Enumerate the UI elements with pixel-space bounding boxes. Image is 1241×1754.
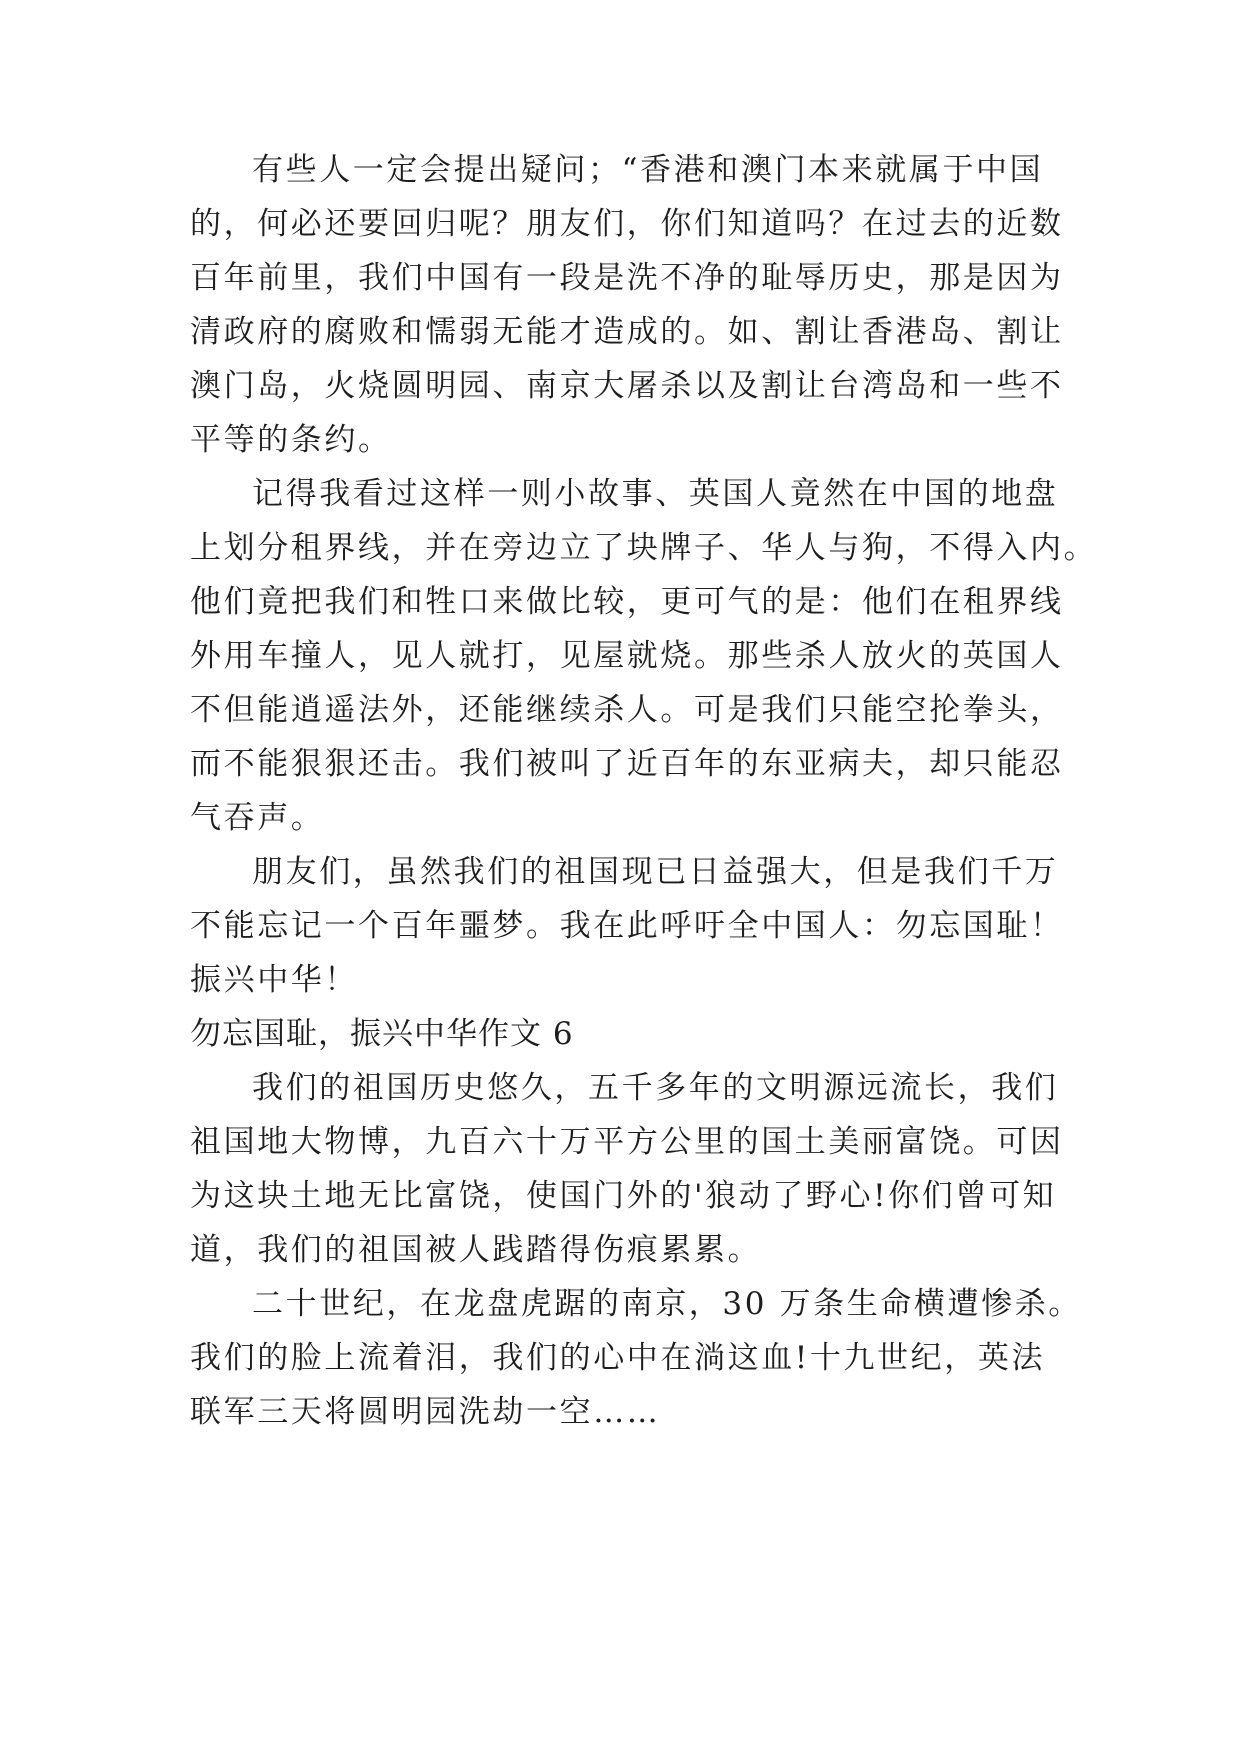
paragraph-5-line-1: 二十世纪，在龙盘虎踞的南京，30 万条生命横遭惨杀。: [252, 1286, 1082, 1322]
paragraph-4-line-2: 祖国地大物博，九百六十万平方公里的国土美丽富饶。可因: [190, 1124, 1064, 1160]
paragraph-3-line-2: 不能忘记一个百年噩梦。我在此呼吁全中国人：勿忘国耻！: [190, 908, 1064, 944]
paragraph-1-line-3: 百年前里，我们中国有一段是洗不净的耻辱历史，那是因为: [190, 260, 1064, 296]
paragraph-1-line-2: 的，何必还要回归呢？朋友们，你们知道吗？在过去的近数: [190, 206, 1064, 242]
paragraph-4-line-1: 我们的祖国历史悠久，五千多年的文明源远流长，我们: [252, 1070, 1059, 1106]
paragraph-2-line-6: 而不能狠狠还击。我们被叫了近百年的东亚病夫，却只能忍: [190, 746, 1064, 782]
paragraph-4-line-3: 为这块土地无比富饶，使国门外的'狼动了野心!你们曾可知: [190, 1178, 1057, 1214]
paragraph-2-line-5: 不但能逍遥法外，还能继续杀人。可是我们只能空抡拳头，: [190, 692, 1064, 728]
paragraph-2-line-2: 上划分租界线，并在旁边立了块牌子、华人与狗，不得入内。: [190, 530, 1098, 566]
paragraph-5-line-2: 我们的脸上流着泪，我们的心中在淌这血!十九世纪，英法: [190, 1340, 1046, 1376]
paragraph-2-line-3: 他们竟把我们和牲口来做比较，更可气的是：他们在租界线: [190, 584, 1064, 620]
paragraph-1-line-5: 澳门岛，火烧圆明园、南京大屠杀以及割让台湾岛和一些不: [190, 368, 1064, 404]
section-heading: 勿忘国耻，振兴中华作文 6: [190, 1016, 574, 1052]
paragraph-2-line-4: 外用车撞人，见人就打，见屋就烧。那些杀人放火的英国人: [190, 638, 1064, 674]
paragraph-1-line-1: 有些人一定会提出疑问；“香港和澳门本来就属于中国: [252, 152, 1044, 188]
paragraph-2-line-7: 气吞声。: [190, 800, 325, 836]
paragraph-5-line-3: 联军三天将圆明园洗劫一空……: [190, 1394, 661, 1430]
paragraph-1-line-4: 清政府的腐败和懦弱无能才造成的。如、割让香港岛、割让: [190, 314, 1064, 350]
paragraph-2-line-1: 记得我看过这样一则小故事、英国人竟然在中国的地盘: [252, 476, 1059, 512]
paragraph-3-line-1: 朋友们，虽然我们的祖国现已日益强大，但是我们千万: [252, 854, 1059, 890]
paragraph-3-line-3: 振兴中华！: [190, 962, 358, 998]
paragraph-1-line-6: 平等的条约。: [190, 422, 392, 458]
paragraph-4-line-4: 道，我们的祖国被人践踏得伤痕累累。: [190, 1232, 762, 1268]
